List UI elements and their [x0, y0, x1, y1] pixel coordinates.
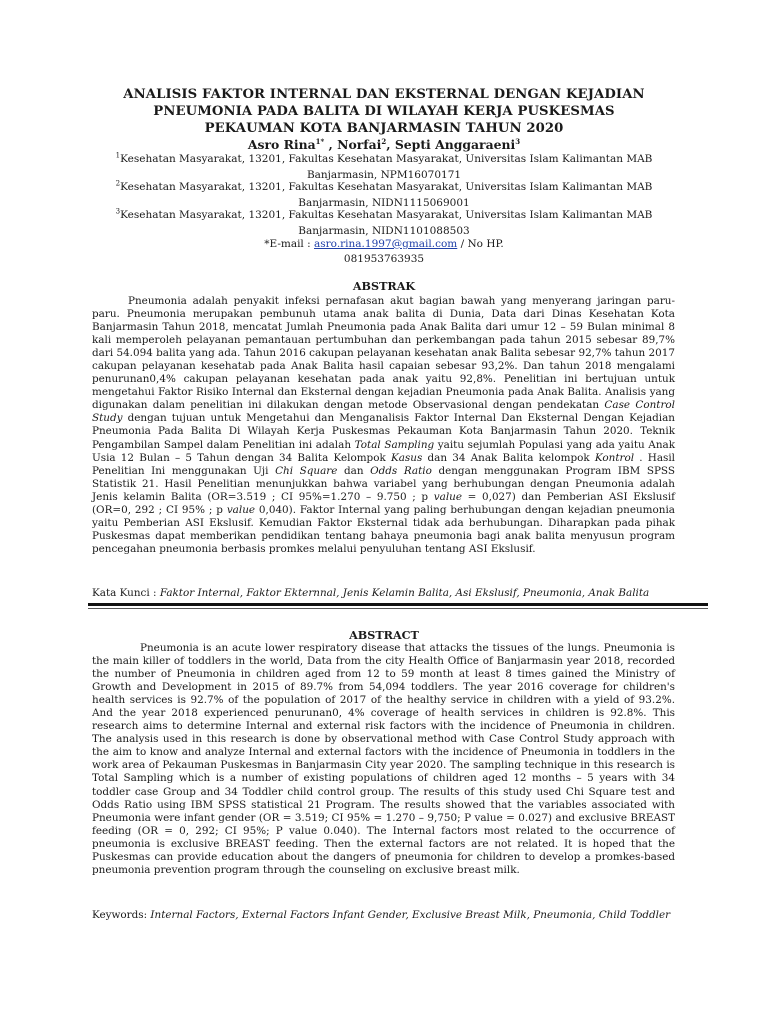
abstrak-italic-term: Total Sampling [354, 438, 435, 451]
abstrak-italic-term: value [433, 490, 462, 503]
author-2: Norfai [337, 137, 382, 152]
affiliation-marker: 1 [115, 151, 121, 160]
author-1: Asro Rina [247, 137, 316, 152]
abstrak-text: = 0,027) dan Pemberian ASI Ekslusif (OR=0, 292 ; CI 95% ; p [92, 490, 676, 516]
abstrak-text: dengan tujuan untuk Mengetahui dan Menganalisis Faktor Internal Dan Eksternal Dengan Kejadian Pneumonia Pada Balita Di Wilayah Kerja Puskesmas Pekauman Kota Banjarmasin Tahun 2020. Teknik Pengambilan Sampel dalam Penelitian ini adalah [92, 412, 675, 451]
affiliation-line: Banjarmasin, NIDN1115069001 [298, 196, 470, 209]
affiliation-line: Kesehatan Masyarakat, 13201, Fakultas Kesehatan Masyarakat, Universitas Islam Kalimantan MAB [120, 209, 653, 221]
title-line-1: ANALISIS FAKTOR INTERNAL DAN EKSTERNAL DENGAN KEJADIAN [123, 87, 645, 102]
abstrak-text: yaitu sejumlah Populasi yang ada yaitu Anak Usia 12 Bulan – 5 Tahun dengan 34 Balita Kelompok [92, 438, 675, 464]
abstrak-text: . Hasil Penelitian Ini menggunakan Uji [92, 451, 675, 477]
abstrak-italic-term: value [226, 503, 256, 516]
author-separator: , [386, 137, 395, 152]
email-link[interactable]: asro.rina.1997@gmail.com [314, 238, 458, 250]
abstrak-paragraph [92, 295, 675, 556]
affiliation-line: Kesehatan Masyarakat, 13201, Fakultas Kesehatan Masyarakat, Universitas Islam Kalimantan MAB [120, 181, 653, 193]
kata-kunci-text: Faktor Internal, Faktor Ekternnal, Jenis Kelamin Balita, Asi Ekslusif, Pneumonia, Anak Balita [159, 587, 650, 599]
affiliation-3 [110, 208, 658, 239]
email-label: *E-mail : [264, 238, 315, 250]
title-line-3: PEKAUMAN KOTA BANJARMASIN TAHUN 2020 [204, 121, 564, 136]
abstract-paragraph: Pneumonia is an acute lower respiratory disease that attacks the tissues of the lungs. Pneumonia is the main killer of toddlers in the world, Data from the city Health Office of Banjarmasin year 2018, recorded the number of Pneumonia in children aged from 12 to 59 month at least 8 times gained the Ministry of Growth and Development in 2015 of 89.7% from 54,094 toddlers. The year 2016 coverage for children's health services is 92.7% of the population of 2017 of the healthy service in children with a yield of 93.2%. And the year 2018 experienced penurunan0, 4% coverage of health services in children is 92.8%. This research aims to determine Internal and external risk factors with the incidence of Pneumonia in children. The analysis used in this research is done by observational method with Case Control Study approach with the aim to know and analyze Internal and external factors with the incidence of Pneumonia in toddlers in the work area of Pekauman Puskesmas in Banjarmasin City year 2020. The sampling technique in this research is Total Sampling which is a number of existing populations of children aged 12 months – 5 years with 34 toddler case Group and 34 Toddler child control group. The results of this study used Chi Square test and Odds Ratio using IBM SPSS statistical 21 Program. The results showed that the variables associated with Pneumonia were infant gender (OR = 3.519; CI 95% = 1.270 – 9,750; P value = 0.027) and exclusive BREAST feeding (OR = 0, 292; CI 95%; P value 0.040). The Internal factors most related to the occurrence of pneumonia is exclusive BREAST feeding. Then the external factors are not related. It is hoped that the Puskesmas can provide education about the dangers of pneumonia for children to develop a promkes-based pneumonia prevention program through the counseling on exclusive breast milk. [92, 642, 675, 876]
abstrak-italic-term: Kasus [390, 451, 423, 464]
author-separator: , [324, 137, 338, 152]
keywords-text: Internal Factors, External Factors Infant Gender, Exclusive Breast Milk, Pneumonia, Child Toddler [150, 909, 671, 921]
abstract-heading: ABSTRACT [349, 628, 419, 642]
abstrak-body [92, 295, 675, 556]
section-divider [88, 603, 708, 606]
kata-kunci-label: Kata Kunci : [92, 587, 160, 599]
abstrak-italic-term: Kontrol [594, 451, 635, 464]
affiliation-line: Banjarmasin, NIDN1101088503 [298, 224, 470, 237]
abstract-body [92, 642, 675, 877]
abstrak-heading: ABSTRAK [352, 279, 416, 293]
abstrak-text: dan [337, 464, 371, 477]
author-list [100, 137, 668, 153]
keywords [92, 909, 682, 921]
author-3: Septi Anggaraeni [394, 137, 516, 152]
affiliation-line: Banjarmasin, NPM16070171 [306, 168, 462, 181]
author-1-marker: 1* [315, 136, 325, 146]
abstrak-text: dengan menggunakan Program IBM SPSS Statistik 21. Hasil Penelitian menunjukkan bahwa variabel yang berhubungan dengan Pneumonia adalah Jenis kelamin Balita (OR=3.519 ; CI 95%=1.270 – 9.750 ; p [92, 464, 675, 503]
author-2-marker: 2 [381, 136, 387, 146]
author-3-marker: 3 [515, 136, 521, 146]
abstrak-italic-term: Odds Ratio [370, 464, 432, 477]
phone-number: 081953763935 [343, 253, 425, 265]
kata-kunci [92, 587, 682, 599]
abstrak-text: dan 34 Anak Balita kelompok [422, 451, 595, 464]
abstrak-italic-term: Chi Square [275, 464, 338, 477]
section-divider-thin [88, 608, 708, 609]
affiliation-1 [110, 152, 658, 183]
title-line-2: PNEUMONIA PADA BALITA DI WILAYAH KERJA PUSKESMAS [153, 104, 615, 119]
corresponding-contact [100, 237, 668, 267]
abstrak-italic-term: Case Control Study [92, 399, 675, 425]
affiliation-marker: 2 [115, 179, 121, 188]
keywords-label: Keywords: [92, 909, 151, 921]
affiliation-line: Kesehatan Masyarakat, 13201, Fakultas Kesehatan Masyarakat, Universitas Islam Kalimantan MAB [120, 153, 653, 165]
paper-title [100, 86, 668, 137]
abstrak-text: Pneumonia adalah penyakit infeksi pernafasan akut bagian bawah yang menyerang jaringan paru-paru. Pneumonia merupakan pembunuh utama anak balita di Dunia, Data dari Dinas Kesehatan Kota Banjarmasin Tahun 2018, mencatat Jumlah Pneumonia pada Anak Balita dari umur 12 – 59 Bulan minimal 8 kali memperoleh pelayanan pemantauan pertumbuhan dan perkembangan pada tahun 2015 sebesar 89,7% dari 54.094 balita yang ada. Tahun 2016 cakupan pelayanan kesehatan anak Balita sebesar 92,7% tahun 2017 cakupan pelayanan kesehatab pada Anak Balita hasil capaian sebesar 93,2%. Dan tahun 2018 mengalami penurunan0,4% cakupan pelayanan kesehatan pada anak yaitu 92,8%. Penelitian ini bertujuan untuk mengetahui Faktor Risiko Internal dan Eksternal dengan kejadian Pneumonia pada Anak Balita. Analisis yang digunakan dalam penelitian ini dilakukan dengan metode Observasional dengan pendekatan [92, 295, 675, 412]
abstrak-text: 0,040). Faktor Internal yang paling berhubungan dengan kejadian pneumonia yaitu Pemberian ASI Ekslusif. Kemudian Faktor Eksternal tidak ada berhubungan. Diharapkan pada pihak Puskesmas dapat memberikan pendidikan tentang bahaya pneumonia bagi anak balita menyusun program pencegahan pneumonia berbasis promkes melalui penyuluhan tentang ASI Ekslusif. [92, 503, 675, 555]
affiliation-2 [110, 180, 658, 211]
affiliation-marker: 3 [115, 207, 121, 216]
phone-label: / No HP. [457, 238, 504, 250]
